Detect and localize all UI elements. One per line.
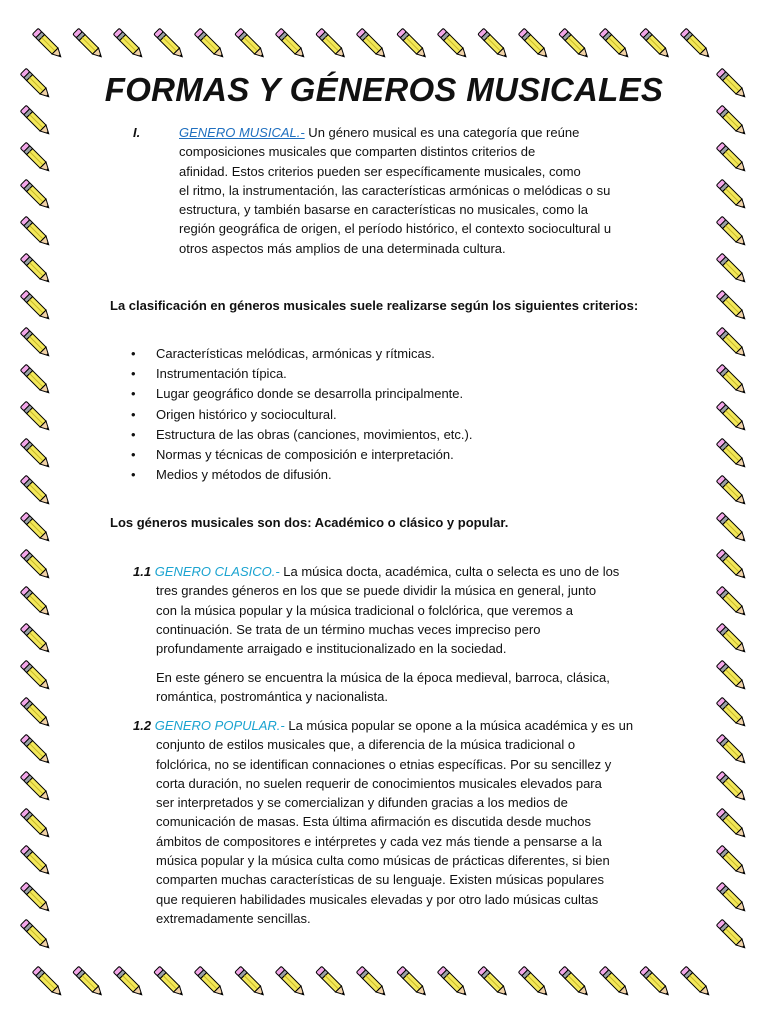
paragraph-line: ámbitos de compositores e intérpretes y cada vez más tiende a pensarse a la bbox=[156, 833, 602, 849]
paragraph-line: afinidad. Estos criterios pueden ser específicamente musicales, como bbox=[179, 163, 581, 179]
pencil-icon bbox=[20, 475, 51, 506]
paragraph-line: La música popular se opone a la música académica y es un bbox=[284, 718, 634, 733]
pencil-icon bbox=[20, 179, 51, 210]
genres-intro: Los géneros musicales son dos: Académico o clásico y popular. bbox=[110, 515, 509, 530]
list-item: • Origen histórico y sociocultural. bbox=[131, 405, 472, 425]
pencil-icon bbox=[20, 216, 51, 247]
pencil-icon bbox=[20, 586, 51, 617]
paragraph-line: que requieren habilidades musicales elevadas y por otro lado músicas cultas bbox=[156, 891, 599, 907]
pencil-icon bbox=[716, 734, 747, 765]
pencil-icon bbox=[316, 28, 347, 59]
pencil-icon bbox=[20, 327, 51, 358]
pencil-icon bbox=[20, 364, 51, 395]
pencil-icon bbox=[275, 28, 306, 59]
list-item: • Normas y técnicas de composición e interpretación. bbox=[131, 445, 472, 465]
pencil-icon bbox=[20, 660, 51, 691]
pencil-icon bbox=[716, 364, 747, 395]
paragraph-line: región geográfica de origen, el período histórico, el contexto sociocultural u bbox=[179, 221, 612, 237]
pencil-icon bbox=[20, 253, 51, 284]
pencil-icon bbox=[32, 966, 63, 997]
pencil-icon bbox=[518, 966, 549, 997]
pencil-icon bbox=[559, 28, 590, 59]
pencil-icon bbox=[20, 623, 51, 654]
paragraph-line: conjunto de estilos musicales que, a diferencia de la música tradicional o bbox=[156, 737, 576, 753]
pencil-icon bbox=[716, 179, 747, 210]
pencil-icon bbox=[478, 966, 509, 997]
pencil-icon bbox=[716, 253, 747, 284]
pencil-icon bbox=[20, 808, 51, 839]
pencil-icon bbox=[716, 586, 747, 617]
pencil-icon bbox=[356, 966, 387, 997]
paragraph-line: romántica, postromántica y nacionalista. bbox=[156, 689, 388, 705]
pencil-icon bbox=[73, 28, 104, 59]
paragraph-line: comparten muchas características de su lenguaje. Existen músicas populares bbox=[156, 872, 604, 888]
pencil-icon bbox=[716, 697, 747, 728]
paragraph-line: profundamente arraigado e institucionalizado en la sociedad. bbox=[156, 641, 507, 657]
paragraph-line: música popular y la música culta como músicas de prácticas diferentes, si bien bbox=[156, 853, 610, 869]
pencil-icon bbox=[716, 771, 747, 802]
pencil-icon bbox=[716, 512, 747, 543]
paragraph-line: continuación. Se trata de un término muchas veces impreciso pero bbox=[156, 621, 541, 637]
pencil-icon bbox=[680, 28, 711, 59]
pencil-icon bbox=[113, 28, 144, 59]
pencil-icon bbox=[113, 966, 144, 997]
criteria-intro: La clasificación en géneros musicales suele realizarse según los siguientes criterios: bbox=[110, 298, 639, 313]
bullet-icon: • bbox=[131, 447, 136, 463]
pencil-icon bbox=[20, 734, 51, 765]
pencil-icon bbox=[20, 919, 51, 950]
heading-genero-musical: GENERO MUSICAL.- bbox=[179, 125, 305, 140]
pencil-icon bbox=[20, 142, 51, 173]
section-numeral: I. bbox=[133, 125, 141, 140]
list-item: • Lugar geográfico donde se desarrolla principalmente. bbox=[131, 384, 472, 404]
pencil-icon bbox=[640, 28, 671, 59]
section-genero-musical bbox=[179, 123, 611, 258]
paragraph-line: otros aspectos más amplios de una determinada cultura. bbox=[179, 240, 506, 256]
pencil-icon bbox=[194, 966, 225, 997]
bullet-icon: • bbox=[131, 406, 136, 422]
pencil-icon bbox=[640, 966, 671, 997]
pencil-icon bbox=[194, 28, 225, 59]
pencil-icon bbox=[518, 28, 549, 59]
pencil-icon bbox=[716, 845, 747, 876]
list-item: • Características melódicas, armónicas y rítmicas. bbox=[131, 344, 472, 364]
paragraph-line: tres grandes géneros en los que se puede dividir la música en general, junto bbox=[156, 583, 597, 599]
pencil-icon bbox=[559, 966, 590, 997]
pencil-icon bbox=[397, 28, 428, 59]
pencil-icon bbox=[20, 401, 51, 432]
section-genero-clasico-extra bbox=[156, 668, 610, 707]
paragraph-line: folclórica, no se identifican connaciones o etnias específicas. Por su sencillez y bbox=[156, 756, 612, 772]
bullet-icon: • bbox=[131, 346, 136, 361]
pencil-icon bbox=[235, 966, 266, 997]
criteria-list bbox=[131, 344, 472, 485]
page-title: FORMAS Y GÉNEROS MUSICALES bbox=[104, 71, 664, 108]
paragraph-line: En este género se encuentra la música de la época medieval, barroca, clásica, bbox=[156, 670, 610, 685]
pencil-icon bbox=[437, 966, 468, 997]
pencil-icon bbox=[20, 290, 51, 321]
paragraph-line: extremadamente sencillas. bbox=[156, 910, 311, 926]
list-item: • Medios y métodos de difusión. bbox=[131, 465, 472, 485]
pencil-icon bbox=[716, 475, 747, 506]
pencil-icon bbox=[716, 623, 747, 654]
pencil-icon bbox=[716, 401, 747, 432]
heading-genero-popular: GENERO POPULAR.- bbox=[154, 718, 285, 733]
list-item: • Instrumentación típica. bbox=[131, 364, 472, 384]
pencil-icon bbox=[32, 28, 63, 59]
pencil-icon bbox=[716, 216, 747, 247]
pencil-icon bbox=[716, 660, 747, 691]
pencil-icon bbox=[716, 549, 747, 580]
pencil-icon bbox=[437, 28, 468, 59]
pencil-icon bbox=[154, 28, 185, 59]
bullet-icon: • bbox=[131, 386, 136, 402]
pencil-icon bbox=[680, 966, 711, 997]
pencil-icon bbox=[716, 808, 747, 839]
heading-genero-clasico: GENERO CLASICO.- bbox=[154, 564, 280, 579]
pencil-icon bbox=[716, 290, 747, 321]
paragraph-line: Un género musical es una categoría que reúne bbox=[304, 125, 580, 140]
section-number: 1.2 bbox=[133, 718, 152, 733]
paragraph-line: comunicación de masas. Esta última afirmación es discutida desde muchos bbox=[156, 814, 591, 830]
pencil-icon bbox=[716, 438, 747, 469]
paragraph-line: La música docta, académica, culta o selecta es uno de los bbox=[279, 564, 620, 579]
paragraph-line: estructura, y también basarse en características no musicales, como la bbox=[179, 202, 588, 218]
section-genero-popular bbox=[133, 716, 633, 928]
pencil-icon bbox=[316, 966, 347, 997]
pencil-icon bbox=[478, 28, 509, 59]
pencil-icon bbox=[20, 697, 51, 728]
pencil-icon bbox=[356, 28, 387, 59]
pencil-icon bbox=[20, 771, 51, 802]
paragraph-line: el ritmo, la instrumentación, las características armónicas o melódicas o su bbox=[179, 182, 611, 198]
section-genero-clasico bbox=[133, 562, 619, 658]
pencil-icon bbox=[716, 142, 747, 173]
pencil-icon bbox=[20, 845, 51, 876]
paragraph-line: corta duración, no suelen requerir de conocimientos musicales elevados para bbox=[156, 775, 602, 791]
pencil-icon bbox=[20, 882, 51, 913]
pencil-icon bbox=[716, 327, 747, 358]
pencil-icon bbox=[275, 966, 306, 997]
section-number: 1.1 bbox=[133, 564, 152, 579]
paragraph-line: con la música popular y la música tradicional o folclórica, que veremos a bbox=[156, 602, 573, 618]
pencil-icon bbox=[235, 28, 266, 59]
pencil-icon bbox=[20, 549, 51, 580]
pencil-icon bbox=[20, 438, 51, 469]
pencil-icon bbox=[73, 966, 104, 997]
pencil-icon bbox=[397, 966, 428, 997]
paragraph-line: ser interpretados y se comercializan y difunden gracias a los medios de bbox=[156, 795, 568, 811]
pencil-icon bbox=[716, 919, 747, 950]
bullet-icon: • bbox=[131, 426, 136, 442]
list-item: • Estructura de las obras (canciones, movimientos, etc.). bbox=[131, 425, 472, 445]
pencil-icon bbox=[154, 966, 185, 997]
paragraph-line: composiciones musicales que comparten distintos criterios de bbox=[179, 144, 536, 160]
bullet-icon: • bbox=[131, 467, 136, 483]
pencil-icon bbox=[20, 512, 51, 543]
pencil-icon bbox=[716, 882, 747, 913]
pencil-icon bbox=[599, 28, 630, 59]
bullet-icon: • bbox=[131, 366, 136, 382]
pencil-icon bbox=[599, 966, 630, 997]
